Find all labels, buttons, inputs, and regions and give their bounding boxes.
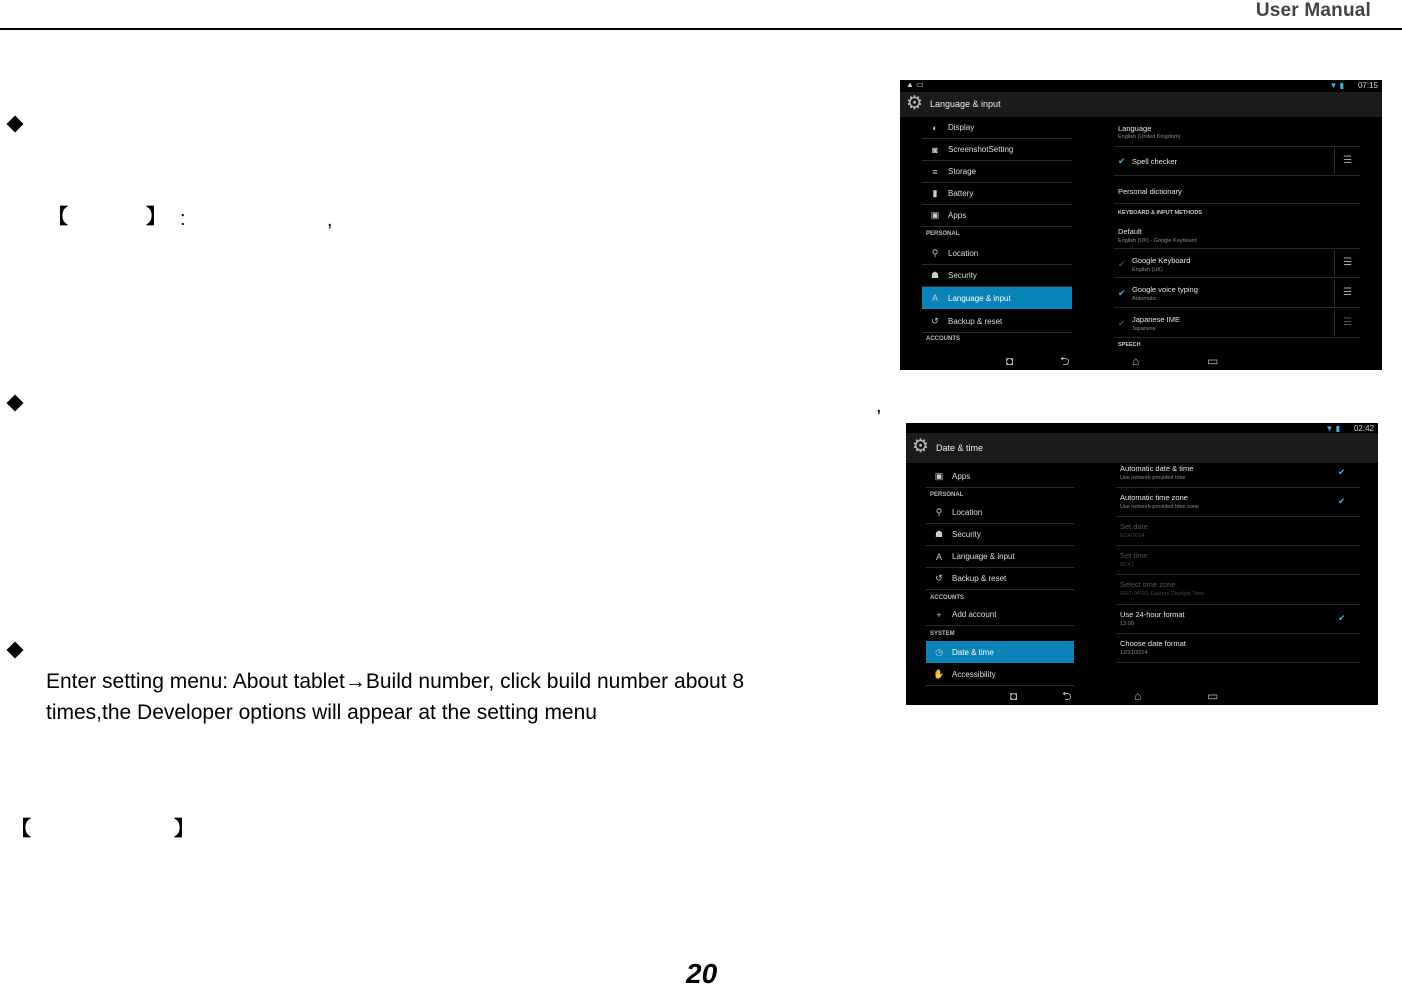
settings-item-label: Backup & reset — [952, 574, 1007, 583]
default-title: Default — [1118, 227, 1142, 236]
settings-item-label: Apps — [948, 211, 967, 220]
section-personal: PERSONAL — [930, 492, 964, 498]
home-icon[interactable]: ⌂ — [1134, 689, 1142, 703]
battery-icon: ▮ — [932, 188, 938, 198]
recent-apps-icon[interactable]: ▭ — [1207, 354, 1219, 368]
back-icon[interactable]: ⮌ — [1060, 354, 1070, 368]
settings-left-pane — [926, 465, 1074, 687]
check-icon[interactable]: ✔ — [1338, 496, 1346, 506]
settings-item-screenshot[interactable] — [922, 139, 1072, 161]
settings-item-storage[interactable] — [922, 161, 1072, 183]
24-hour-sub: 13:00 — [1120, 621, 1134, 627]
backup-icon: ↺ — [931, 316, 939, 326]
settings-item-label: Apps — [952, 472, 971, 481]
bracket-open: 【 — [11, 818, 31, 840]
nav-bar — [900, 352, 1382, 370]
time-zone-title: Select time zone — [1120, 580, 1176, 589]
speech-section-header: SPEECH — [1118, 342, 1141, 348]
settings-item-language-input[interactable] — [922, 287, 1072, 309]
settings-item-language-input[interactable] — [926, 546, 1074, 568]
google-keyboard-title: Google Keyboard — [1132, 256, 1191, 265]
default-keyboard-row[interactable] — [1114, 220, 1360, 249]
settings-gear-icon: ⚙ — [906, 93, 924, 114]
auto-date-title: Automatic date & time — [1120, 464, 1194, 473]
settings-left-pane — [922, 117, 1072, 352]
personal-dictionary-row[interactable] — [1114, 176, 1360, 204]
comma-glyph: , — [876, 395, 882, 417]
settings-item-backup[interactable] — [926, 568, 1074, 590]
settings-item-label: Backup & reset — [948, 317, 1003, 326]
auto-zone-title: Automatic time zone — [1120, 493, 1188, 502]
status-time: 02:42 — [1353, 424, 1374, 433]
section-accounts: ACCOUNTS — [926, 336, 960, 342]
settings-item-label: Security — [948, 271, 977, 280]
colon-glyph: : — [180, 208, 186, 230]
adjust-settings-icon[interactable]: ☰ — [1334, 280, 1352, 306]
spell-checker-row[interactable] — [1114, 147, 1360, 176]
settings-item-security[interactable] — [926, 524, 1074, 546]
screenshot-icon[interactable]: ◘ — [1006, 354, 1014, 368]
instruction-line-2: times,the Developer options will appear at the setting menu — [46, 701, 597, 724]
keyboard-section-header: KEYBOARD & INPUT METHODS — [1118, 210, 1203, 216]
bracket-open: 【 — [48, 206, 68, 228]
section-personal: PERSONAL — [926, 231, 960, 237]
check-icon[interactable]: ✔ — [1338, 613, 1346, 623]
settings-item-backup[interactable] — [922, 311, 1072, 333]
settings-item-label: ScreenshotSetting — [948, 145, 1014, 154]
google-keyboard-sub: English (UK) — [1132, 267, 1163, 273]
set-date-row — [1116, 517, 1360, 546]
auto-zone-row[interactable] — [1116, 488, 1360, 517]
adjust-settings-icon[interactable]: ☰ — [1334, 250, 1352, 276]
settings-item-location[interactable] — [922, 243, 1072, 265]
camera-icon: ◙ — [932, 144, 938, 155]
home-icon[interactable]: ⌂ — [1132, 354, 1140, 368]
google-keyboard-row[interactable] — [1114, 249, 1360, 278]
lock-icon: ☗ — [934, 529, 944, 539]
set-time-sub: 02:42 — [1120, 562, 1134, 568]
settings-item-label: Language & input — [948, 293, 1011, 303]
language-title: Language — [1118, 124, 1152, 133]
set-date-sub: 6/14/2014 — [1120, 533, 1145, 539]
section-accounts: ACCOUNTS — [930, 595, 964, 601]
status-time: 07:15 — [1357, 81, 1378, 90]
settings-right-pane — [1116, 459, 1360, 689]
check-icon[interactable]: ✔ — [1118, 318, 1126, 328]
japanese-ime-sub: Japanese — [1132, 326, 1156, 332]
screenshot-icon[interactable]: ◘ — [1010, 689, 1018, 703]
location-pin-icon: ⚲ — [931, 248, 939, 258]
japanese-ime-row[interactable] — [1114, 308, 1360, 338]
settings-item-add-account[interactable] — [926, 604, 1074, 626]
header-title: User Manual — [1255, 0, 1371, 21]
24-hour-row[interactable] — [1116, 605, 1360, 634]
settings-item-label: Storage — [948, 167, 977, 176]
check-icon[interactable]: ✔ — [1118, 259, 1126, 269]
settings-item-security[interactable] — [922, 265, 1072, 287]
action-bar — [900, 92, 1382, 117]
personal-dictionary-title: Personal dictionary — [1118, 187, 1182, 196]
spell-checker-title: Spell checker — [1132, 157, 1178, 166]
date-format-row[interactable] — [1116, 634, 1360, 663]
set-time-row — [1116, 546, 1360, 575]
auto-date-sub: Use network-provided time — [1120, 475, 1186, 481]
clock-icon: ◷ — [935, 646, 943, 657]
back-icon[interactable]: ⮌ — [1062, 689, 1072, 703]
section-system: SYSTEM — [930, 631, 955, 637]
settings-right-pane — [1114, 117, 1360, 352]
bullet-diamond-icon — [7, 642, 24, 659]
bracket-close: 】 — [174, 818, 194, 840]
wifi-battery-icon: ▼ ▮ — [1329, 81, 1344, 90]
settings-item-apps[interactable] — [926, 466, 1074, 488]
time-zone-sub: GMT-04:00, Eastern Daylight Time — [1120, 591, 1205, 597]
storage-icon: ≡ — [932, 166, 938, 177]
bullet-diamond-icon — [7, 116, 24, 133]
status-bar — [906, 423, 1378, 433]
bracket-close: 】 — [146, 206, 166, 228]
google-voice-title: Google voice typing — [1132, 285, 1198, 294]
status-bar — [900, 80, 1382, 92]
check-icon[interactable]: ✔ — [1118, 288, 1126, 298]
action-bar-title: Language & input — [930, 99, 1001, 109]
google-voice-row[interactable] — [1114, 278, 1360, 308]
japanese-ime-title: Japanese IME — [1132, 315, 1180, 324]
set-time-title: Set time — [1120, 551, 1148, 560]
instruction-line-1: Enter setting menu: About tablet→Build number, click build number about 8 — [46, 670, 745, 693]
settings-item-accessibility[interactable] — [926, 664, 1074, 686]
settings-item-display[interactable] — [922, 117, 1072, 139]
settings-item-label: Date & time — [952, 647, 994, 657]
time-zone-row — [1116, 575, 1360, 605]
check-icon[interactable]: ✔ — [1118, 156, 1126, 166]
settings-item-label: Location — [952, 508, 983, 517]
24-hour-title: Use 24-hour format — [1120, 610, 1185, 619]
language-row[interactable] — [1114, 117, 1360, 147]
display-icon: ◐ — [932, 122, 938, 133]
settings-item-apps[interactable] — [922, 205, 1072, 227]
comma-glyph: , — [327, 209, 333, 231]
language-icon: A — [935, 551, 942, 562]
settings-item-label: Accessibility — [952, 670, 996, 679]
google-voice-sub: Automatic — [1132, 296, 1157, 302]
adjust-settings-icon[interactable]: ☰ — [1334, 148, 1352, 174]
settings-item-battery[interactable] — [922, 183, 1072, 205]
add-icon: + — [936, 609, 942, 620]
location-pin-icon: ⚲ — [935, 507, 943, 517]
settings-item-label: Location — [948, 249, 979, 258]
screenshot-language-input — [900, 80, 1382, 370]
date-format-title: Choose date format — [1120, 639, 1186, 648]
screenshot-date-time — [906, 423, 1378, 705]
bullet-diamond-icon — [7, 395, 24, 412]
set-date-title: Set date — [1120, 522, 1148, 531]
hand-icon: ✋ — [933, 669, 945, 679]
settings-item-date-time[interactable] — [926, 641, 1074, 663]
status-left-icon: ▲ ▭ — [906, 80, 924, 89]
date-format-sub: 12/31/2014 — [1120, 650, 1148, 656]
adjust-settings-icon[interactable]: ☰ — [1334, 310, 1352, 336]
nav-bar — [906, 687, 1378, 705]
settings-item-label: Battery — [948, 189, 974, 198]
default-sub: English (UK) - Google Keyboard — [1118, 238, 1197, 244]
settings-item-label: Display — [948, 123, 975, 132]
language-icon: A — [931, 293, 938, 303]
header-rule — [0, 28, 1402, 30]
lock-icon: ☗ — [930, 270, 940, 280]
settings-item-label: Add account — [952, 610, 997, 619]
apps-icon: ▣ — [934, 471, 944, 481]
apps-icon: ▣ — [930, 210, 940, 220]
settings-gear-icon: ⚙ — [912, 436, 930, 457]
check-icon[interactable]: ✔ — [1338, 467, 1346, 477]
recent-apps-icon[interactable]: ▭ — [1207, 689, 1219, 703]
settings-item-label: Security — [952, 530, 981, 539]
language-sub: English (United Kingdom) — [1118, 134, 1181, 140]
action-bar-title: Date & time — [936, 443, 984, 453]
settings-item-location[interactable] — [926, 502, 1074, 524]
auto-zone-sub: Use network-provided time zone — [1120, 504, 1199, 510]
settings-item-label: Language & input — [952, 552, 1015, 561]
wifi-battery-icon: ▼ ▮ — [1325, 424, 1340, 433]
auto-date-row[interactable] — [1116, 459, 1360, 488]
page-number: 20 — [686, 958, 718, 987]
backup-icon: ↺ — [935, 573, 943, 583]
